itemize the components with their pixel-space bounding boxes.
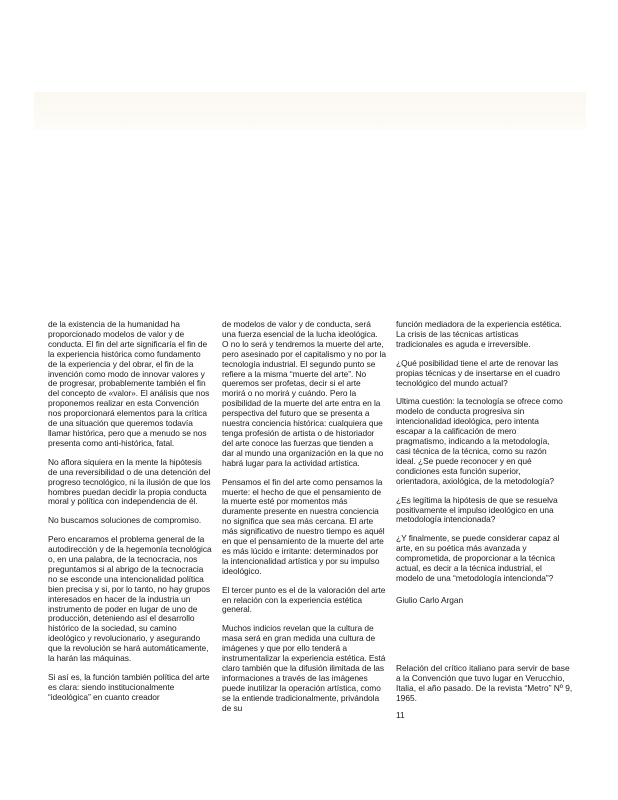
page-shadow-band [34,92,586,130]
paragraph: función mediadora de la experiencia estética. La crisis de las técnicas artísticas tradicionales es aguda e irreversible. [396,319,562,349]
paragraph: de modelos de valor y de conducta, será una fuerza esencial de la lucha ideológica. O no lo será y tendremos la muerte del arte, pero asesinado por el capitalismo y no por la tecnología industrial. El segundo punto se refiere a la misma “muerte del arte”. No queremos ser profetas, decir si el arte morirá o no morirá y cuándo. Pero la posibilidad de la muerte del arte entra en la perspectiva del futuro que se presenta a nuestra conciencia histórica: cualquiera que tenga profesión de artista o de historiador del arte conoce las fuerzas que tienden a dar al mundo una organización en la que no habrá lugar para la actividad artística. [222,319,386,468]
text-column-3 [396,320,564,615]
paragraph: Si así es, la función también política del arte es clara: siendo institucionalmente “ideológica” en cuanto creador [48,672,210,702]
text-column-2 [222,320,386,723]
text-column-1 [48,320,212,712]
paragraph: Ultima cuestión: la tecnología se ofrece como modelo de conducta progresiva sin intencionalidad ideológica, pero intenta escapar a la calificación de mero pragmatismo, indicando a la metodología, casi técnica de la técnica, como su razón ideal. ¿Se puede reconocer y en qué condiciones esta función superior, orientadora, axiológica, de la metodología? [396,396,563,486]
paragraph: El tercer punto es el de la valoración del arte en relación con la experiencia estética general. [222,584,386,615]
source-note: Relación del crítico italiano para servir de base a la Convención que tuvo lugar en Verucchio, Italia, el año pasado. De la revista “Metro” Nº 9, 1965. [396,663,573,703]
paragraph: ¿Es legítima la hipótesis de que se resuelva positivamente el impulso ideológico en una metodología intencionada? [396,494,558,525]
author-credit: Giulio Carlo Argan [396,594,464,605]
paragraph: No aflora siquiera en la mente la hipótesis de una reversibilidad o de una detención del progreso tecnológico, ni la ilusión de que los hombres puedan decidir la propia conducta moral y política con independencia de él. [48,456,211,507]
paragraph: Pero encaramos el problema general de la autodirección y de la hegemonía tecnológica o, en una palabra, de la tecnocracia, nos preguntamos si al abrigo de la tecnocracia no se esconde una intencionalidad política bien precisa y si, por lo tanto, no hay grupos interesados en hacer de la industria un instrumento de poder en lugar de uno de producción, deteniendo así el desarrollo histórico de la sociedad, su camino ideológico y revolucionario, y asegurando que la revolución se hará automáticamente, la harán las máquinas. [48,534,212,664]
paragraph: Muchos indicios revelan que la cultura de masa será en gran medida una cultura de imágenes y que por ello tenderá a instrumentalizar la experiencia estética. Está claro también que la difusión ilimitada de las informaciones a través de las imágenes puede inutilizar la operación artística, como se la entiende tradicionalmente, privándola de su [222,623,386,713]
paragraph: ¿Y finalmente, se puede considerar capaz al arte, en su poética más avanzada y comprometida, de proporcionar a la técnica actual, es decir a la técnica industrial, el modelo de una “metodología intencionda”? [396,533,560,583]
paragraph: Pensamos el fin del arte como pensamos la muerte: el hecho de que el pensamiento de la muerte esté por momentos más duramente presente en nuestra conciencia no significa que sea más cercana. El arte más significativo de nuestro tiempo es aquél en que el pensamiento de la muerte del arte es más lúcido e irritante: determinados por la intencionalidad artística y por su impulso ideológico. [222,476,385,576]
paragraph: de la existencia de la humanidad ha proporcionado modelos de valor y de conducta. El fin del arte significaría el fin de la experiencia histórica como fundamento de la experiencia y del obrar, el fin de la invención como modo de innovar valores y de progresar, probablemente también el fin del concepto de «valor». El análisis que nos proponemos realizar en esta Convención nos proporcionará elementos para la crítica de una situación que queremos todavía llamar histórica, pero que a menudo se nos presenta como anti-histórica, fatal. [48,319,210,448]
paragraph: ¿Qué posibilidad tiene el arte de renovar las propias técnicas y de insertarse en el cuadro tecnológico del mundo actual? [396,357,560,388]
paragraph: No buscamos soluciones de compromiso. [48,515,202,526]
page-number: 11 [396,710,405,720]
